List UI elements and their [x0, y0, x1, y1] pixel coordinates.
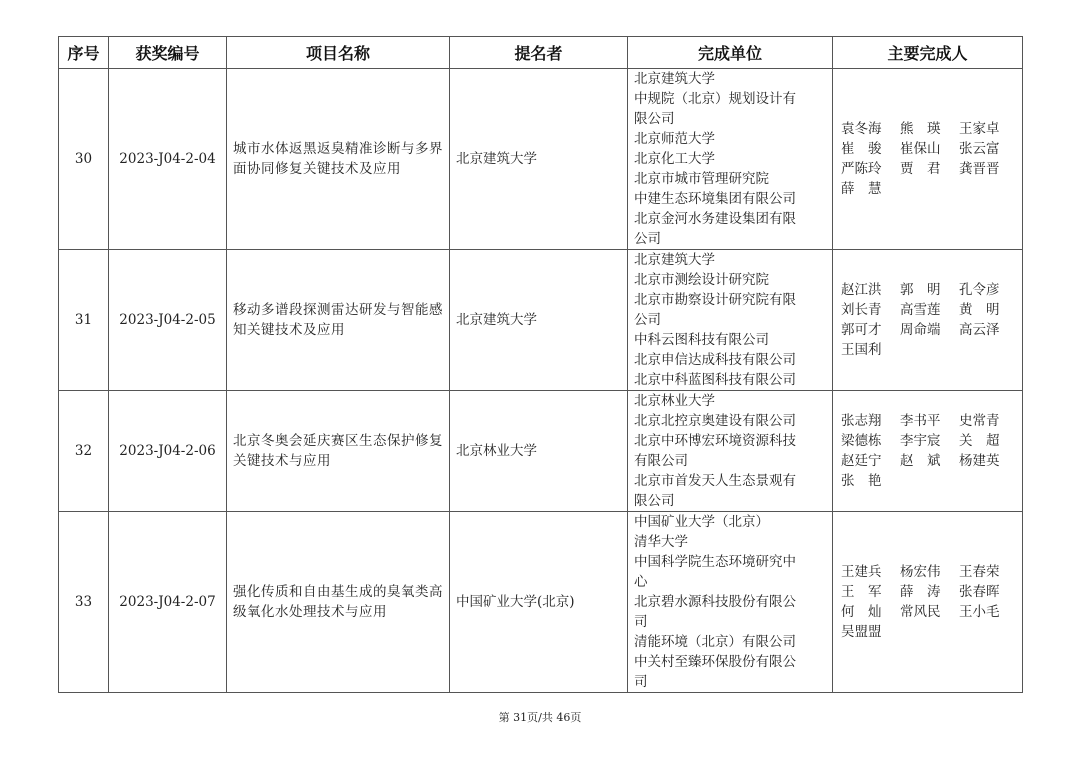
person-name: 薛 涛	[900, 584, 941, 600]
cell-units	[628, 512, 833, 693]
unit-line: 中国科学院生态环境研究中	[634, 554, 796, 570]
unit-line: 中科云图科技有限公司	[634, 332, 769, 348]
cell-project-name: 城市水体返黑返臭精准诊断与多界面协同修复关键技术及应用	[227, 69, 450, 250]
person-name: 薛 慧	[841, 181, 882, 197]
unit-line: 清华大学	[634, 534, 688, 550]
person-name: 关 超	[959, 433, 1000, 449]
people-line	[841, 159, 1018, 179]
cell-seq: 32	[59, 391, 109, 512]
person-name: 王建兵	[841, 564, 882, 580]
unit-line: 限公司	[634, 111, 675, 127]
person-name: 常风民	[900, 604, 941, 620]
unit-line: 中国矿业大学（北京）	[634, 514, 769, 530]
unit-line: 公司	[634, 312, 661, 328]
person-name: 吴盟盟	[841, 624, 882, 640]
person-name: 何 灿	[841, 604, 882, 620]
person-name: 张 艳	[841, 473, 882, 489]
person-name: 王 军	[841, 584, 882, 600]
people-line	[841, 562, 1018, 582]
cell-seq: 33	[59, 512, 109, 693]
unit-line: 北京碧水源科技股份有限公	[634, 594, 796, 610]
header-nominator: 提名者	[450, 37, 628, 69]
cell-award-code: 2023-J04-2-07	[109, 512, 227, 693]
unit-line: 有限公司	[634, 453, 688, 469]
person-name: 王小毛	[959, 604, 1000, 620]
unit-line: 北京建筑大学	[634, 71, 715, 87]
person-name: 袁冬海	[841, 121, 882, 137]
unit-line: 北京化工大学	[634, 151, 715, 167]
people-line	[841, 139, 1018, 159]
page-footer: 第 31页/共 46页	[498, 711, 582, 724]
unit-line: 北京建筑大学	[634, 252, 715, 268]
cell-project-name: 强化传质和自由基生成的臭氧类高级氧化水处理技术与应用	[227, 512, 450, 693]
table-header-row	[59, 37, 1023, 69]
person-name: 王春荣	[959, 564, 1000, 580]
people-line	[841, 320, 1018, 340]
people-line	[841, 451, 1018, 471]
unit-line: 公司	[634, 231, 661, 247]
people-line	[841, 602, 1018, 622]
person-name: 黄 明	[959, 302, 1000, 318]
unit-line: 北京金河水务建设集团有限	[634, 211, 796, 227]
person-name: 赵廷宁	[841, 453, 882, 469]
people-line	[841, 471, 1018, 491]
unit-line: 北京市首发天人生态景观有	[634, 473, 796, 489]
cell-nominator: 中国矿业大学(北京)	[450, 512, 628, 693]
person-name: 崔保山	[900, 141, 941, 157]
person-name: 高雪莲	[900, 302, 941, 318]
person-name: 赵 斌	[900, 453, 941, 469]
person-name: 崔 骏	[841, 141, 882, 157]
unit-line: 北京市勘察设计研究院有限	[634, 292, 796, 308]
unit-line: 清能环境（北京）有限公司	[634, 634, 796, 650]
people-line	[841, 431, 1018, 451]
unit-line: 司	[634, 674, 648, 690]
person-name: 周命端	[900, 322, 941, 338]
person-name: 史常青	[959, 413, 1000, 429]
person-name: 李书平	[900, 413, 941, 429]
people-line	[841, 340, 1018, 360]
table-row	[59, 69, 1023, 250]
person-name: 王国利	[841, 342, 882, 358]
person-name: 龚晋晋	[959, 161, 1000, 177]
unit-line: 北京申信达成科技有限公司	[634, 352, 796, 368]
person-name: 高云泽	[959, 322, 1000, 338]
person-name: 王家卓	[959, 121, 1000, 137]
cell-nominator: 北京建筑大学	[450, 69, 628, 250]
cell-people	[833, 69, 1023, 250]
people-line	[841, 179, 1018, 199]
unit-line: 中规院（北京）规划设计有	[634, 91, 796, 107]
person-name: 郭 明	[900, 282, 941, 298]
unit-line: 北京师范大学	[634, 131, 715, 147]
people-line	[841, 300, 1018, 320]
people-line	[841, 411, 1018, 431]
person-name: 贾 君	[900, 161, 941, 177]
header-people: 主要完成人	[833, 37, 1023, 69]
unit-line: 北京市测绘设计研究院	[634, 272, 769, 288]
unit-line: 北京中科蓝图科技有限公司	[634, 372, 796, 388]
unit-line: 北京林业大学	[634, 393, 715, 409]
person-name: 郭可才	[841, 322, 882, 338]
unit-line: 心	[634, 574, 648, 590]
cell-award-code: 2023-J04-2-05	[109, 250, 227, 391]
person-name: 刘长青	[841, 302, 882, 318]
cell-people	[833, 512, 1023, 693]
unit-line: 北京中环博宏环境资源科技	[634, 433, 796, 449]
award-table	[58, 36, 1023, 693]
person-name: 张志翔	[841, 413, 882, 429]
cell-people	[833, 391, 1023, 512]
cell-people	[833, 250, 1023, 391]
cell-award-code: 2023-J04-2-06	[109, 391, 227, 512]
header-seq: 序号	[59, 37, 109, 69]
award-table-page	[58, 36, 1022, 693]
person-name: 张春晖	[959, 584, 1000, 600]
person-name: 张云富	[959, 141, 1000, 157]
unit-line: 北京北控京奥建设有限公司	[634, 413, 796, 429]
person-name: 李宇宸	[900, 433, 941, 449]
header-award-code: 获奖编号	[109, 37, 227, 69]
cell-seq: 30	[59, 69, 109, 250]
person-name: 熊 瑛	[900, 121, 941, 137]
header-units: 完成单位	[628, 37, 833, 69]
people-line	[841, 582, 1018, 602]
person-name: 严陈玲	[841, 161, 882, 177]
people-line	[841, 280, 1018, 300]
cell-units	[628, 391, 833, 512]
cell-nominator: 北京建筑大学	[450, 250, 628, 391]
table-row	[59, 512, 1023, 693]
person-name: 梁德栋	[841, 433, 882, 449]
people-line	[841, 119, 1018, 139]
table-row	[59, 250, 1023, 391]
unit-line: 中关村至臻环保股份有限公	[634, 654, 796, 670]
cell-nominator: 北京林业大学	[450, 391, 628, 512]
cell-units	[628, 250, 833, 391]
person-name: 孔令彦	[959, 282, 1000, 298]
cell-project-name: 移动多谱段探测雷达研发与智能感知关键技术及应用	[227, 250, 450, 391]
unit-line: 中建生态环境集团有限公司	[634, 191, 796, 207]
person-name: 杨宏伟	[900, 564, 941, 580]
person-name: 杨建英	[959, 453, 1000, 469]
person-name: 赵江洪	[841, 282, 882, 298]
cell-project-name: 北京冬奥会延庆赛区生态保护修复关键技术与应用	[227, 391, 450, 512]
cell-seq: 31	[59, 250, 109, 391]
cell-units	[628, 69, 833, 250]
unit-line: 司	[634, 614, 648, 630]
people-line	[841, 622, 1018, 642]
unit-line: 北京市城市管理研究院	[634, 171, 769, 187]
cell-award-code: 2023-J04-2-04	[109, 69, 227, 250]
unit-line: 限公司	[634, 493, 675, 509]
table-row	[59, 391, 1023, 512]
header-project-name: 项目名称	[227, 37, 450, 69]
